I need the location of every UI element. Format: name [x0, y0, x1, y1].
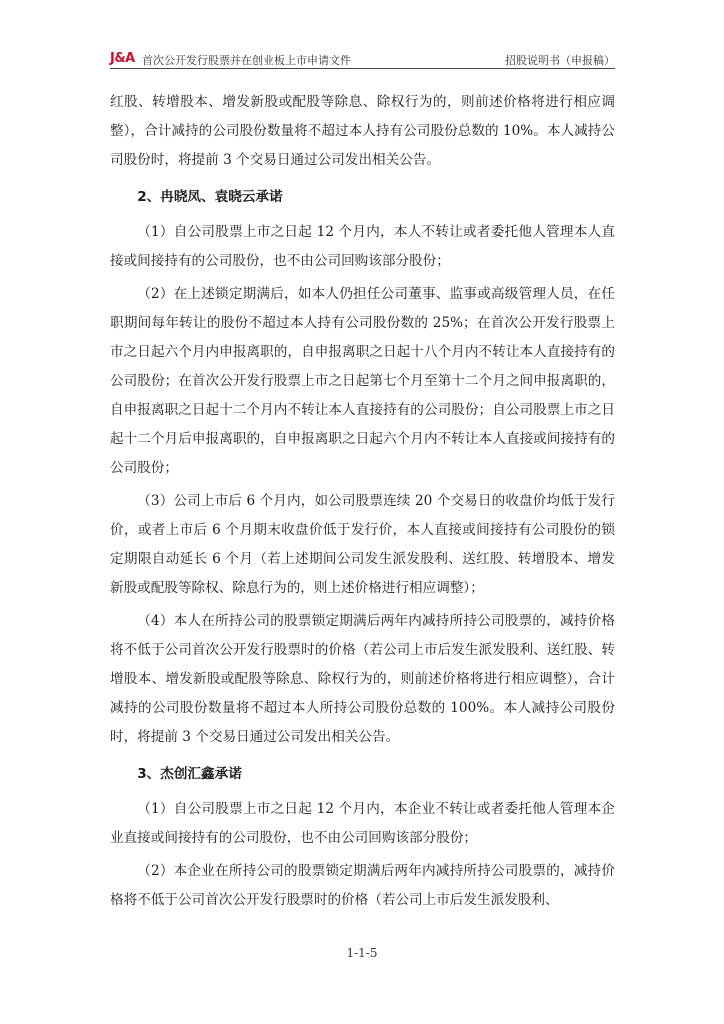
document-type: 招股说明书（申报稿）: [505, 54, 615, 67]
clause-2-2: （2）在上述锁定期满后，如本人仍担任公司董事、监事或高级管理人员，在任职期间每年转让的股份不超过本人持有公司股份数的 25%；在首次公开发行股票上市之日起六个月内申报离职的，自申报离职之日起十八个月内不转让本人直接持有的公司股份；在首次公开发行股票上市之日起第七个月至第十二个月之间申报离职的，自申报离职之日起十二个月内不转让本人直接持有的公司股份；自公司股票上市之日起十二个月后申报离职的，自申报离职之日起六个月内不转让本人直接或间接持有的公司股份；: [110, 286, 615, 476]
page-number: 1-1-5: [346, 946, 378, 960]
section-heading-2: 2、冉晓凤、袁晓云承诺: [137, 189, 283, 205]
paragraph-continued: 红股、转增股本、增发新股或配股等除息、除权行为的，则前述价格将进行相应调整），合计减持的公司股份数量将不超过本人持有公司股份总数的 10%。本人减持公司股份时，将提前 3 个交易日通过公司发出相关公告。: [110, 94, 615, 168]
page-body: [110, 88, 615, 915]
clause-3-1: （1）自公司股票上市之日起 12 个月内，本企业不转让或者委托他人管理本企业直接或间接持有的公司股份，也不由公司回购该部分股份；: [110, 801, 615, 846]
clause-2-1: （1）自公司股票上市之日起 12 个月内，本人不转让或者委托他人管理本人直接或间接持有的公司股份，也不由公司回购该部分股份；: [110, 224, 615, 269]
clause-3-2: （2）本企业在所持公司的股票锁定期满后两年内减持所持公司股票的，减持价格将不低于公司首次公开发行股票时的价格（若公司上市后发生派发股利、: [110, 863, 615, 908]
company-logo: J&A: [110, 51, 135, 66]
header-divider: [110, 68, 615, 69]
section-heading-3: 3、杰创汇鑫承诺: [137, 766, 242, 782]
document-title: 首次公开发行股票并在创业板上市申请文件: [142, 54, 351, 67]
clause-2-4: （4）本人在所持公司的股票锁定期满后两年内减持所持公司股票的，减持价格将不低于公司首次公开发行股票时的价格（若公司上市后发生派发股利、送红股、转增股本、增发新股或配股等除息、除权行为的，则前述价格将进行相应调整），合计减持的公司股份数量将不超过本人所持公司股份总数的 100%。本人减持公司股份时，将提前 3 个交易日通过公司发出相关公告。: [110, 613, 615, 745]
clause-2-3: （3）公司上市后 6 个月内，如公司股票连续 20 个交易日的收盘价均低于发行价，或者上市后 6 个月期末收盘价低于发行价，本人直接或间接持有公司股份的锁定期限自动延长 6 个月（若上述期间公司发生派发股利、送红股、转增股本、增发新股或配股等除权、除息行为的，则上述价格进行相应调整）；: [110, 493, 615, 596]
page-header: [110, 50, 615, 68]
